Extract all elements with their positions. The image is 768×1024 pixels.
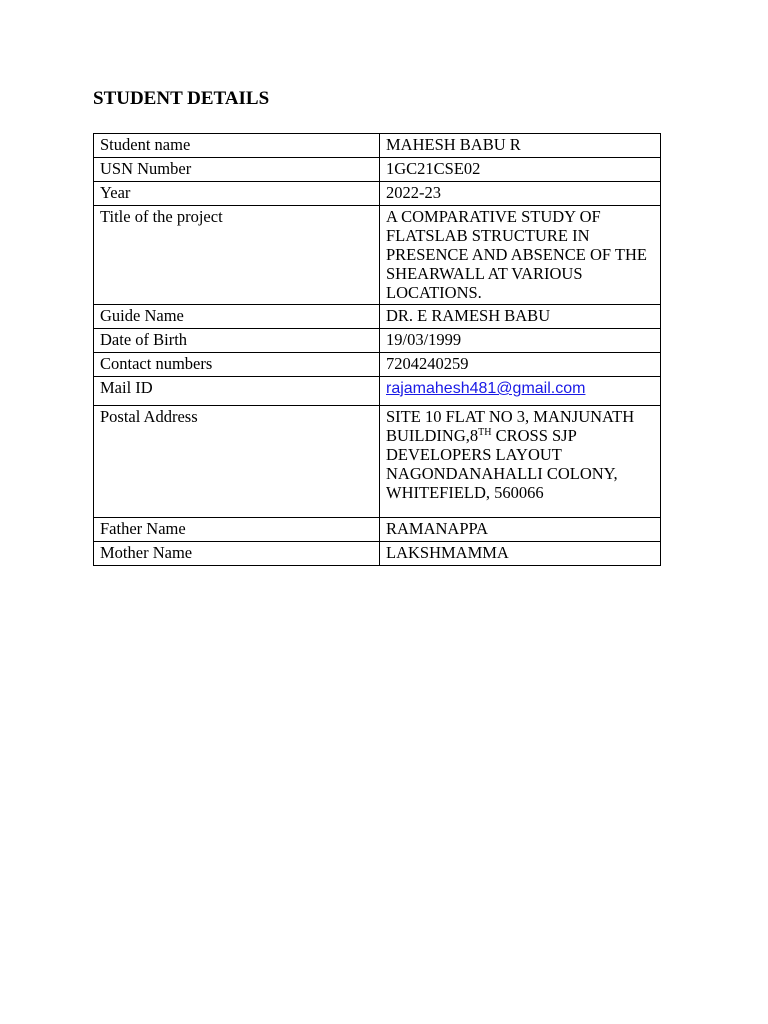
date-of-birth-label: Date of Birth <box>94 329 380 353</box>
table-row-project-title <box>94 206 661 305</box>
year-value: 2022-23 <box>380 182 661 206</box>
table-row-student-name <box>94 134 661 158</box>
postal-address-label: Postal Address <box>94 406 380 518</box>
mother-name-label: Mother Name <box>94 542 380 566</box>
table-row-contact <box>94 353 661 377</box>
project-title-value: A COMPARATIVE STUDY OF FLATSLAB STRUCTURE IN PRESENCE AND ABSENCE OF THE SHEARWALL AT VARIOUS LOCATIONS. <box>380 206 661 305</box>
table-row-mail <box>94 377 661 406</box>
usn-label: USN Number <box>94 158 380 182</box>
table-row-mother-name <box>94 542 661 566</box>
year-label: Year <box>94 182 380 206</box>
page-title: STUDENT DETAILS <box>93 88 270 109</box>
postal-address-part1: SITE 10 FLAT NO 3, MANJUNATH BUILDING,8 <box>386 407 635 445</box>
postal-address-value <box>380 406 661 518</box>
table-row-usn <box>94 158 661 182</box>
student-name-label: Student name <box>94 134 380 158</box>
mail-value-cell <box>380 377 661 406</box>
student-details-table <box>93 133 661 566</box>
email-link[interactable]: rajamahesh481@gmail.com <box>386 380 586 397</box>
postal-address-part2: CROSS SJP DEVELOPERS LAYOUT NAGONDANAHALLI COLONY, WHITEFIELD, 560066 <box>386 426 618 502</box>
student-name-value: MAHESH BABU R <box>380 134 661 158</box>
ordinal-superscript: TH <box>478 427 492 438</box>
table-row-year <box>94 182 661 206</box>
table-row-date-of-birth <box>94 329 661 353</box>
guide-name-label: Guide Name <box>94 305 380 329</box>
guide-name-value: DR. E RAMESH BABU <box>380 305 661 329</box>
project-title-label: Title of the project <box>94 206 380 305</box>
table-row-postal-address <box>94 406 661 518</box>
date-of-birth-value: 19/03/1999 <box>380 329 661 353</box>
contact-label: Contact numbers <box>94 353 380 377</box>
father-name-value: RAMANAPPA <box>380 518 661 542</box>
usn-value: 1GC21CSE02 <box>380 158 661 182</box>
contact-value: 7204240259 <box>380 353 661 377</box>
mail-label: Mail ID <box>94 377 380 406</box>
mother-name-value: LAKSHMAMMA <box>380 542 661 566</box>
table-row-guide-name <box>94 305 661 329</box>
father-name-label: Father Name <box>94 518 380 542</box>
table-row-father-name <box>94 518 661 542</box>
